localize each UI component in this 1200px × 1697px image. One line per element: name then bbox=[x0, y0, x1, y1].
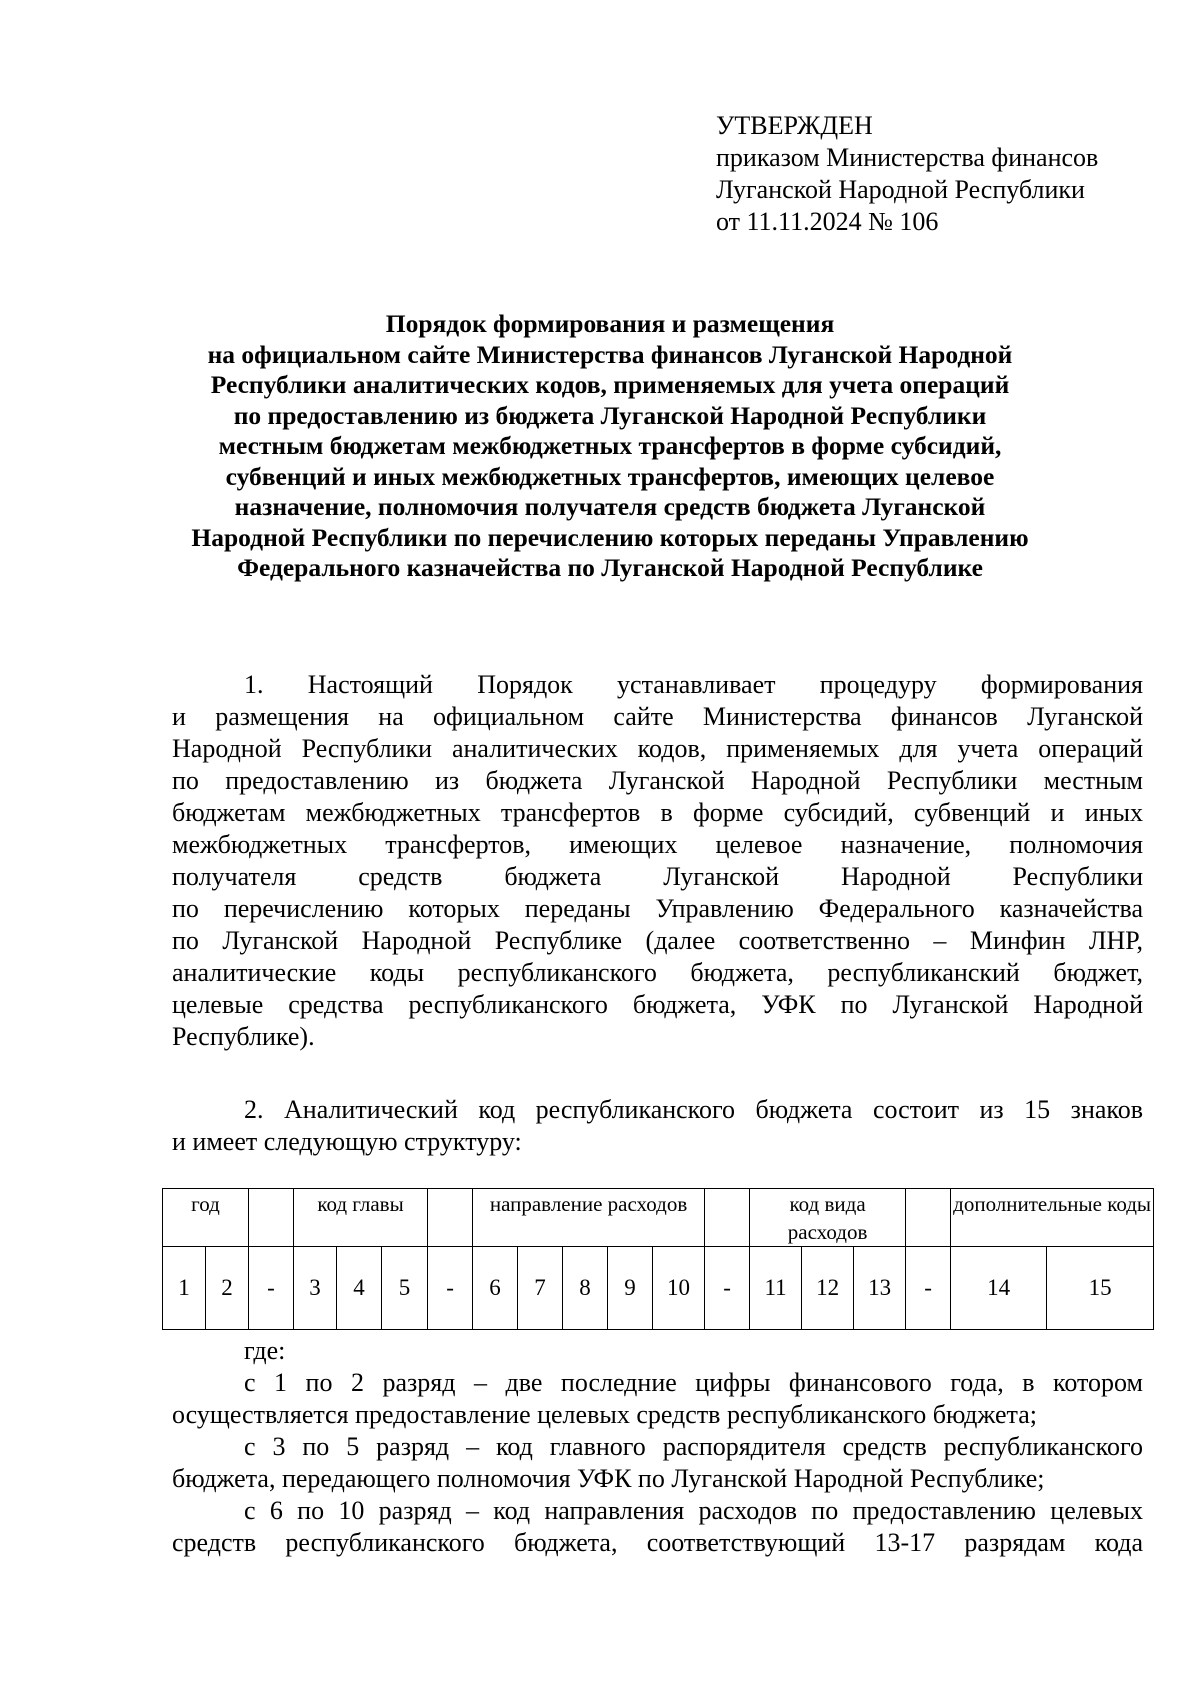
where-line: средств республиканского бюджета, соответствующий 13-17 разрядам кода bbox=[172, 1528, 1143, 1557]
separator-cell: - bbox=[906, 1247, 951, 1330]
title-line: местным бюджетам межбюджетных трансфертов в форме субсидий, bbox=[218, 431, 1002, 460]
paragraph-line: 1. Настоящий Порядок устанавливает процедуру формирования bbox=[244, 670, 1143, 699]
digit-cell: 10 bbox=[653, 1247, 705, 1330]
where-line: с 3 по 5 разряд – код главного распорядителя средств республиканского bbox=[244, 1432, 1143, 1461]
digit-cell: 15 bbox=[1047, 1247, 1154, 1330]
digit-cell: 14 bbox=[951, 1247, 1047, 1330]
digit-cell: 7 bbox=[518, 1247, 563, 1330]
title-line: Республики аналитических кодов, применяемых для учета операций bbox=[210, 370, 1010, 399]
paragraph-line: 2. Аналитический код республиканского бюджета состоит из 15 знаков bbox=[244, 1095, 1143, 1124]
title-line: на официальном сайте Министерства финансов Луганской Народной bbox=[207, 339, 1013, 369]
where-line: осуществляется предоставление целевых средств республиканского бюджета; bbox=[172, 1400, 1037, 1429]
header-additional-codes: дополнительные коды bbox=[951, 1189, 1154, 1247]
title-line: субвенций и иных межбюджетных трансфертов, имеющих целевое bbox=[225, 461, 995, 491]
title-line: Порядок формирования и размещения bbox=[385, 309, 835, 338]
approval-heading: УТВЕРЖДЕН bbox=[716, 111, 873, 140]
digit-cell: 6 bbox=[473, 1247, 518, 1330]
header-separator bbox=[428, 1189, 473, 1247]
header-separator bbox=[906, 1189, 951, 1247]
digit-cell: 12 bbox=[802, 1247, 854, 1330]
paragraph-1 bbox=[172, 669, 1143, 1053]
header-expense-direction: направление расходов bbox=[473, 1189, 705, 1247]
paragraph-line: по предоставлению из бюджета Луганской Народной Республики местным bbox=[172, 766, 1143, 795]
paragraph-line: Народной Республики аналитических кодов, применяемых для учета операций bbox=[172, 734, 1143, 763]
header-separator bbox=[249, 1189, 294, 1247]
header-chapter-code: код главы bbox=[294, 1189, 428, 1247]
separator-cell: - bbox=[705, 1247, 750, 1330]
title-line: Народной Республики по перечислению которых переданы Управлению bbox=[191, 522, 1029, 552]
title-line: назначение, полномочия получателя средств бюджета Луганской bbox=[234, 492, 986, 521]
where-label: где: bbox=[244, 1336, 286, 1365]
paragraph-line: аналитические коды республиканского бюджета, республиканский бюджет, bbox=[172, 958, 1143, 987]
approval-stamp bbox=[716, 110, 1098, 238]
title-line: по предоставлению из бюджета Луганской Народной Республики bbox=[233, 400, 987, 430]
paragraph-line: по Луганской Народной Республике (далее соответственно – Минфин ЛНР, bbox=[172, 926, 1143, 955]
paragraph-line: бюджетам межбюджетных трансфертов в форме субсидий, субвенций и иных bbox=[172, 798, 1143, 827]
separator-cell: - bbox=[428, 1247, 473, 1330]
paragraph-line: целевые средства республиканского бюджета, УФК по Луганской Народной bbox=[172, 990, 1143, 1019]
digit-cell: 3 bbox=[294, 1247, 337, 1330]
title-line: Федерального казначейства по Луганской Народной Республике bbox=[237, 553, 983, 582]
digit-cell: 2 bbox=[206, 1247, 249, 1330]
paragraph-line: и имеет следующую структуру: bbox=[172, 1127, 522, 1156]
digit-cell: 4 bbox=[337, 1247, 382, 1330]
digit-cell: 5 bbox=[382, 1247, 428, 1330]
paragraph-line: по перечислению которых переданы Управлению Федерального казначейства bbox=[172, 894, 1143, 923]
approval-republic-line: Луганской Народной Республики bbox=[716, 175, 1085, 204]
where-line: с 1 по 2 разряд – две последние цифры финансового года, в котором bbox=[244, 1368, 1143, 1397]
digit-cell: 8 bbox=[563, 1247, 608, 1330]
header-separator bbox=[705, 1189, 750, 1247]
code-structure-table bbox=[162, 1188, 1154, 1330]
document-title bbox=[150, 309, 1070, 584]
paragraph-line: межбюджетных трансфертов, имеющих целевое назначение, полномочия bbox=[172, 830, 1143, 859]
where-block bbox=[172, 1335, 1143, 1559]
digit-cell: 1 bbox=[163, 1247, 206, 1330]
paragraph-line: и размещения на официальном сайте Министерства финансов Луганской bbox=[172, 702, 1143, 731]
where-line: с 6 по 10 разряд – код направления расходов по предоставлению целевых bbox=[244, 1496, 1143, 1525]
approval-order-line: приказом Министерства финансов bbox=[716, 143, 1099, 172]
digit-cell: 9 bbox=[608, 1247, 653, 1330]
paragraph-2 bbox=[172, 1094, 1143, 1158]
approval-date-line: от 11.11.2024 № 106 bbox=[716, 207, 939, 236]
table-digits-row bbox=[163, 1247, 1154, 1330]
separator-cell: - bbox=[249, 1247, 294, 1330]
paragraph-line: получателя средств бюджета Луганской Народной Республики bbox=[172, 862, 1143, 891]
where-line: бюджета, передающего полномочия УФК по Луганской Народной Республике; bbox=[172, 1464, 1045, 1493]
header-expense-kind: код вида расходов bbox=[750, 1189, 906, 1247]
table-header-row bbox=[163, 1189, 1154, 1247]
digit-cell: 11 bbox=[750, 1247, 802, 1330]
digit-cell: 13 bbox=[854, 1247, 906, 1330]
paragraph-line: Республике). bbox=[172, 1022, 315, 1051]
header-year: год bbox=[163, 1189, 249, 1247]
